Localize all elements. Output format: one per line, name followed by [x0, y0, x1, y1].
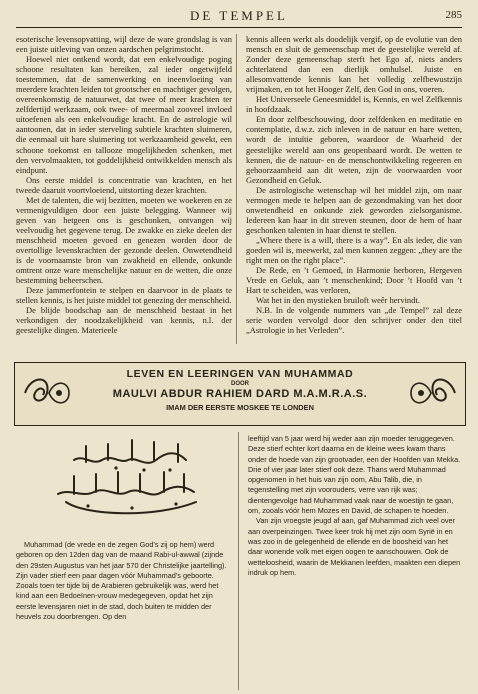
author-name: MAULVI ABDUR RAHIEM DARD M.A.M.R.A.S. — [112, 388, 368, 400]
paragraph: „Where there is a will, there is a way”. En als ieder, die van goeden wil is, meewerkt, zal men kunnen zeggen: „they are the right men on the right place”. — [246, 234, 462, 266]
header-rule — [16, 27, 462, 28]
column-divider — [238, 432, 239, 690]
paragraph: Met de talenten, die wij bezitten, moeten we woekeren en ze vermenigvuldigen door een juiste belegging. Wanneer wij geven van hetgeen ons is geschonken, ontvangen wij veelvoudig het gegevene terug. De zwakke en zieke deelen der menschheid moeten gevoed en genezen worden door de overtollige levenskrachten der gezonde deelen. Onwetendheid is de voornaamste bron van zwakheid en ellende, onkunde omtrent onze ware menschelijke natuur en de wetten, die onze bestemming beheerschen. — [16, 194, 232, 286]
paragraph: En door zelfbeschouwing, door zelfdenken en meditatie en contemplatie, d.w.z. zich inleven in de natuur en hare wetten, wordt de intuïtie geboren, waardoor de Waarheid der geestelijke wereld aan ons geopenbaard wordt. De wetten te kennen, die de natuur- en de menschontwikkeling regeeren en gehoorzaamheid aan dit weten, zijn de voorwaarden voor Gezondheid en Geluk. — [246, 114, 462, 185]
poem-line: Wat het in den mystieken bruiloft weêr hervindt. — [256, 295, 420, 306]
paragraph: Hoewel niet ontkend wordt, dat een enkelvoudige poging schoone resultaten kan bereiken, zal ieder ongetwijfeld toestemmen, dat de samenwerking en ineenvloeiing van meerdere krachten leiden tot grootscher en machtiger gevolgen, overeenkomstig de natuurwet, dat twee of meer krachten ter zelfdertijd werkzaam, ook twee- of meermaal zooveel invloed uitoefenen als een enkelvoudige kracht. En de astrologie wil aantoonen, dat in ieder sterveling subtiele krachten sluimeren, die eenmaal uit hare sluimering tot werkzaamheid gewekt, een schoone toekomst en tallooze mogelijkheden schenken, met den vervolmaakten, tot goddelijkheid ontwikkelden mensch als eindpunt. — [16, 54, 232, 175]
article-title: LEVEN EN LEERINGEN VAN MUHAMMAD — [126, 368, 354, 380]
poem-stanza: De Rede, en ’t Gemoed, in Harmonie herboren, Hergeven Vrede en Geluk, aan ’t menschenkind; Door ’t Hoofd van ’t Hart te scheiden, was verloren, — [246, 265, 462, 296]
note-paragraph: N.B. In de volgende nummers van „de Tempel” zal deze serie worden vervolgd door den schrijver onder den titel „Astrologie in het Verleden”. — [246, 305, 462, 336]
paragraph: De blijde boodschap aan de menschheid bestaat in het verkondigen der noodzakelijkheid van kennis, n.l. der geestelijke dingen. Materieele — [16, 305, 232, 336]
biography-column-left — [16, 540, 230, 622]
article-title-banner — [14, 362, 466, 426]
arabic-calligraphy-image — [36, 430, 216, 530]
paragraph: Ons eerste middel is concentratie van krachten, en het tweede daaruit voortvloeiend, uitstorting dezer krachten. — [16, 174, 232, 195]
author-title: IMAM DER EERSTE MOSKEE TE LONDEN — [166, 403, 314, 412]
byline-label: DOOR — [231, 381, 249, 387]
paragraph: Deze jammerfontein te stelpen en daarvoor in de plaats te stellen kennis, is het juiste middel tot genezing der menschheid. — [16, 285, 232, 306]
paragraph: Muhammad (de vrede en de zegen God’s zij op hem) werd geboren op den 12den dag van de maand Rabi-ul-awwal (zijnde den 29sten Augustus van het jaar 570 der Christelijke jaartelling). Zijn vader stierf een paar dagen vóór Muhammad’s geboorte. Zooals toen ter tijde bij de Arabieren gebruikelijk was, werd het kind aan een Bedoeïnen-vrouw medegegeven, opdat het zijn eerste levensjaren niet in de stad, doch buiten te midden der heuvels zou doorbrengen. Op den — [16, 540, 227, 622]
biography-column-right — [248, 434, 462, 578]
column-divider — [236, 34, 237, 344]
running-header — [0, 8, 478, 26]
paragraph: leeftijd van 5 jaar werd hij weder aan zijn moeder teruggegeven. Deze stierf echter kort daarna en de kleine wees kwam thans onder de hoede van zijn grootvader, een der Hoofden van Mekka. Drie of vier jaar later stierf ook deze. Thans werd Muhammad opgenomen in het huis van zijn oom, Abu Talib, die, in tegenstelling met zijn voorouders, verre van rijk was; dientengevolge had Muhammad vaak naar de woestijn te gaan, om, zooals vóór hem Mozes en David, de schapen te hoeden. — [248, 434, 461, 516]
paragraph: esoterische levensopvatting, wijl deze de ware grondslag is van een juiste uitleving van onzen aardschen pelgrimstocht. — [16, 34, 232, 55]
article-column-left — [16, 34, 232, 335]
paragraph: De astrologische wetenschap wil het middel zijn, om naar vermogen mede te helpen aan de gezondmaking van het door onwetendheid en onkunde ziek geworden zielsorganisme. Iedereen kan haar in dit streven steunen, door de hem of haar geschonken talenten in haar dienst te stellen. — [246, 184, 462, 235]
article-column-right — [246, 34, 462, 335]
paragraph: Van zijn vroegste jeugd af aan, gaf Muhammad zich veel over aan overpeinzingen. Twee keer trok hij met zijn oom Syrië in en was zoo in de gelegenheid de ellende en de boosheid van het daar wonende volk met eigen oogen te aanschouwen. Ook de wetteloosheid, waarin de Mekkanen leefden, maakten een diepen indruk op hem. — [248, 516, 461, 577]
paragraph: Het Universeele Geneesmiddel is, Kennis, en wel Zelfkennis in hoofdzaak. — [246, 94, 462, 115]
paragraph: kennis alleen werkt als doodelijk vergif, op de evolutie van den mensch en sluit de gemeenschap met de geestelijke wereld af. Zonder deze gemeenschap sterft het Ego af, niets anders achterlatend dan een dierlijk omhulsel. Juiste en allesomvattende kennis kan het volledig zelfbewustzijn vrijmaken, en tot het Hooger Zelf, den God in ons, voeren. — [246, 34, 462, 95]
journal-title: DE TEMPEL — [190, 8, 288, 23]
ornament-right-icon — [407, 369, 459, 417]
page-number: 285 — [445, 9, 462, 21]
